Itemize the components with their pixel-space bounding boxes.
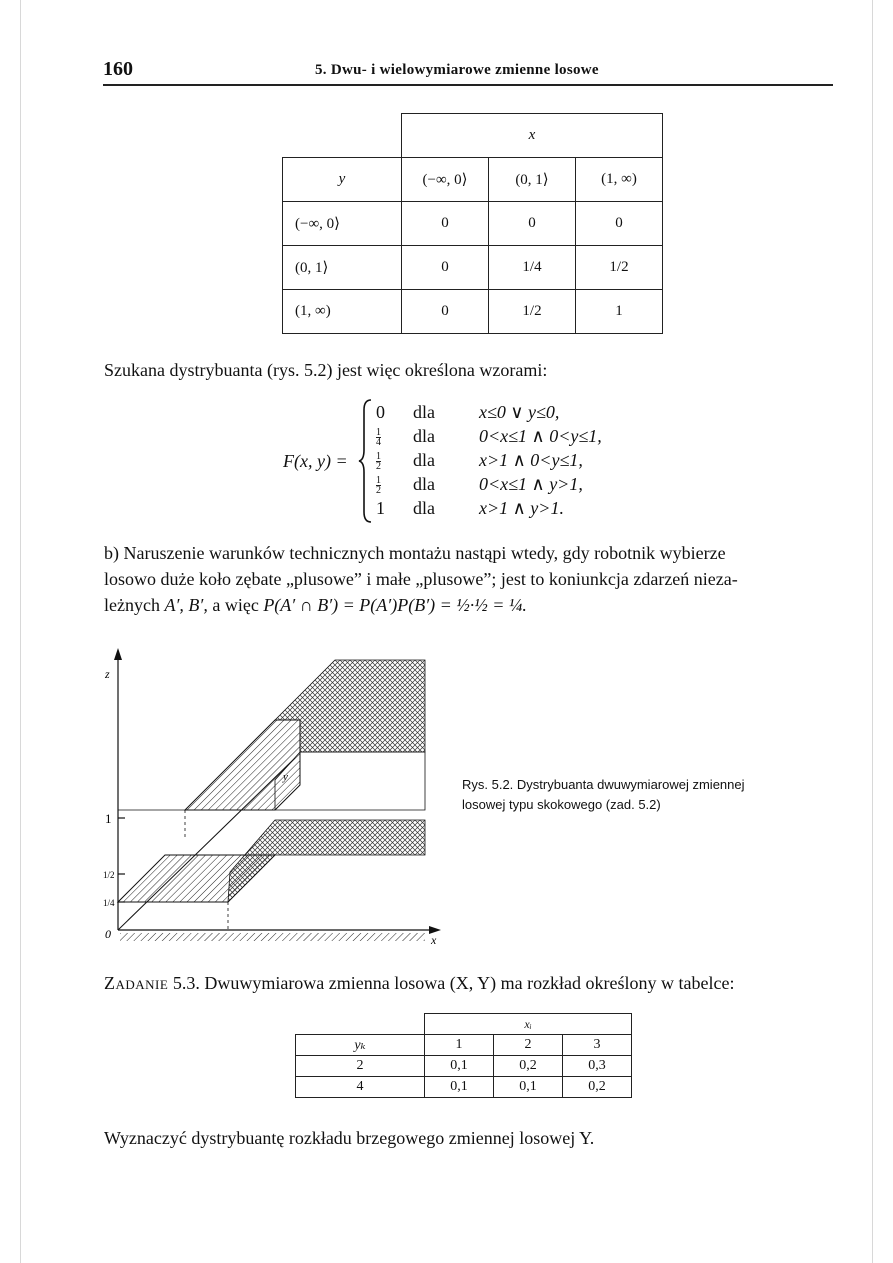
base-hatch <box>120 933 425 941</box>
frac-half: $\frac{1}{2}$ <box>376 450 381 472</box>
formula-case: $\frac{1}{2}$ dla 0<x≤1 ∧ y>1, <box>376 473 583 496</box>
tick-quarter-label: 1/4 <box>103 898 115 908</box>
chapter-title: 5. Dwu- i wielowymiarowe zmienne losowe <box>315 62 599 78</box>
cell: 0 <box>489 202 576 246</box>
figure-caption: Rys. 5.2. Dystrybuanta dwuwymiarowej zmiennej losowej typu skokowego (zad. 5.2) <box>462 777 745 812</box>
cell: 1 <box>576 290 663 334</box>
table-row <box>283 290 663 334</box>
table-row <box>283 246 663 290</box>
formula-case: 1 dla x>1 ∧ y>1. <box>376 497 564 518</box>
column-header: (1, ∞) <box>576 158 663 202</box>
level-half-y <box>185 720 300 810</box>
page-edge-left <box>20 0 21 1263</box>
task-table <box>295 1013 632 1098</box>
task-text: Dwuwymiarowa zmienna losowa (X, Y) ma rozkład określony w tabelce: <box>204 973 735 993</box>
formula-case: 0 dla x≤0 ∨ y≤0, <box>376 401 560 422</box>
formula-lhs: F(x, y) = <box>283 451 348 471</box>
cell: 0 <box>402 290 489 334</box>
cell: 0,1 <box>494 1077 563 1098</box>
distribution-table <box>282 113 663 334</box>
part-b-paragraph: b) Naruszenie warunków technicznych montażu nastąpi wtedy, gdy robotnik wybierze losowo duże koło zębate „plusowe” i małe „plusowe”; jest to koniunkcja zdarzeń nieza- leżnych A′, B′, a więc P(A′ ∩ B′) = P(A′)P(B′) = ½·½ = ¼. <box>104 543 738 615</box>
row-label: 2 <box>296 1056 425 1077</box>
intro-text: Szukana dystrybuanta (rys. 5.2) jest więc określona wzorami: <box>104 360 548 380</box>
table2-y-header: yₖ <box>296 1035 425 1056</box>
origin-label: 0 <box>105 927 111 941</box>
task-number: 5.3. <box>172 973 200 993</box>
z-arrow-icon <box>114 648 122 660</box>
cell: 1/2 <box>489 290 576 334</box>
cell: 0 <box>402 246 489 290</box>
tick-half-label: 1/2 <box>103 870 115 880</box>
formula-case: $\frac{1}{2}$ dla x>1 ∧ 0<y≤1, <box>376 449 583 472</box>
header-rule <box>103 84 833 86</box>
cell: 1/2 <box>576 246 663 290</box>
cell: 0,3 <box>563 1056 632 1077</box>
cell: 0,1 <box>425 1077 494 1098</box>
cell: 1/4 <box>489 246 576 290</box>
task-paragraph <box>104 970 844 996</box>
row-label: (1, ∞) <box>283 290 402 334</box>
column-header: (0, 1⟩ <box>489 158 576 202</box>
cell: 0,2 <box>563 1077 632 1098</box>
column-header: 3 <box>563 1035 632 1056</box>
row-label: (−∞, 0⟩ <box>283 202 402 246</box>
row-label: 4 <box>296 1077 425 1098</box>
table-row <box>283 202 663 246</box>
table-row <box>296 1077 632 1098</box>
cell: 0,2 <box>494 1056 563 1077</box>
table2-x-header: xᵢ <box>425 1014 632 1035</box>
page-edge-right <box>872 0 873 1263</box>
page-number: 160 <box>103 58 133 80</box>
frac-quarter: $\frac{1}{4}$ <box>376 426 381 448</box>
formula-brace <box>358 398 374 524</box>
cell: 0 <box>402 202 489 246</box>
tick-1-label: 1 <box>105 811 112 826</box>
axis-z-label: z <box>105 667 110 681</box>
axis-x-label: x <box>431 933 437 947</box>
level-half-x <box>228 820 425 902</box>
table-y-header: y <box>283 158 402 202</box>
column-header: 2 <box>494 1035 563 1056</box>
figure-5-2 <box>95 640 455 950</box>
task-label: Zadanie <box>104 973 169 993</box>
column-header: (−∞, 0⟩ <box>402 158 489 202</box>
question-text: Wyznaczyć dystrybuantę rozkładu brzegowego zmiennej losowej Y. <box>104 1128 595 1148</box>
column-header: 1 <box>425 1035 494 1056</box>
cell: 0 <box>576 202 663 246</box>
axis-y-label: y <box>283 771 288 783</box>
formula-case: $\frac{1}{4}$ dla 0<x≤1 ∧ 0<y≤1, <box>376 425 602 448</box>
cell: 0,1 <box>425 1056 494 1077</box>
table-row <box>296 1056 632 1077</box>
row-label: (0, 1⟩ <box>283 246 402 290</box>
formula-cases <box>376 400 836 520</box>
table-x-header: x <box>402 114 663 158</box>
frac-half: $\frac{1}{2}$ <box>376 474 381 496</box>
